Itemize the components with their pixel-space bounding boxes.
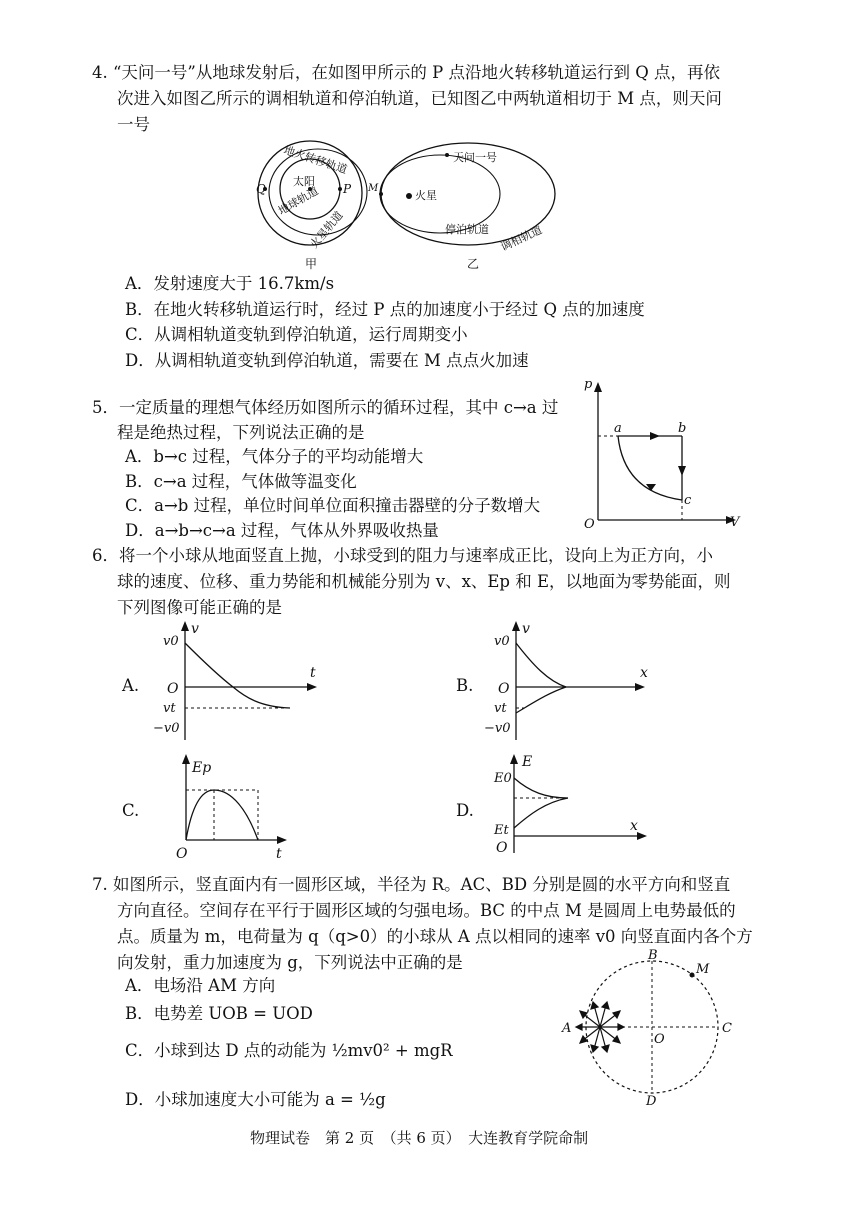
q5-option-d: D．a→b→c→a 过程，气体从外界吸收热量	[125, 521, 439, 540]
page-footer: 物理试卷 第 2 页 （共 6 页） 大连教育学院命制	[250, 1129, 589, 1147]
q6-c-origin: O	[176, 846, 188, 862]
q6-a-tick-v0: v0	[163, 634, 179, 649]
jia-label-earth-orbit: 地球轨道	[276, 184, 321, 218]
yi-caption: 乙	[467, 257, 480, 271]
q6-stem-line1: 6．将一个小球从地面竖直上抛，小球受到的阻力与速率成正比，设向上为正方向，小	[92, 546, 713, 565]
q7-stem-line4: 向发射，重力加速度为 g，下列说法中正确的是	[117, 953, 463, 972]
q6-b-xlabel: x	[640, 665, 648, 681]
q7-label-c: C	[722, 1021, 732, 1036]
yi-label-parking: 停泊轨道	[445, 223, 489, 236]
q7-label-m: M	[696, 962, 710, 977]
q6-b-tick-v0: v0	[494, 634, 510, 649]
q7-circle-figure	[560, 948, 740, 1109]
q7-label-b: B	[648, 948, 658, 963]
q6-c-ylabel: Ep	[192, 760, 212, 776]
q7-stem-line3: 点。质量为 m，电荷量为 q（q>0）的小球从 A 点以相同的速率 v0 向竖直面内各个方	[117, 927, 753, 946]
q6-stem-line3: 下列图像可能正确的是	[117, 598, 282, 617]
jia-label-p: P	[343, 182, 352, 196]
q4-stem-line1: 4. “天问一号”从地球发射后，在如图甲所示的 P 点沿地火转移轨道运行到 Q 点，再依	[92, 63, 720, 82]
q4-figure-jia	[253, 137, 393, 272]
yi-label-mars: 火星	[415, 189, 437, 202]
q5-stem-line1: 5．一定质量的理想气体经历如图所示的循环过程，其中 c→a 过	[92, 398, 559, 417]
q4-option-c: C．从调相轨道变轨到停泊轨道，运行周期变小	[125, 325, 468, 344]
q5-pv-graph	[580, 377, 750, 532]
q6-graph-a-letter: A.	[122, 676, 140, 695]
q4-stem-line2: 次进入如图乙所示的调相轨道和停泊轨道，已知图乙中两轨道相切于 M 点，则天问	[117, 89, 722, 108]
q6-graph-a	[145, 615, 325, 745]
q6-b-tick-vt: vt	[494, 701, 507, 716]
q6-graph-c-letter: C.	[122, 801, 140, 820]
jia-label-sun: 太阳	[293, 175, 315, 188]
q6-c-xlabel: t	[276, 846, 282, 862]
q5-point-a: a	[614, 421, 622, 436]
q6-d-ylabel: E	[522, 754, 533, 770]
q7-option-d: D．小球加速度大小可能为 a = ½g	[125, 1090, 386, 1109]
jia-label-mars-orbit: 火星轨道	[307, 208, 346, 251]
q7-label-d: D	[646, 1094, 657, 1109]
q7-label-a: A	[562, 1021, 572, 1036]
q5-option-c: C．a→b 过程，单位时间单位面积撞击器壁的分子数增大	[125, 496, 541, 515]
yi-label-phasing: 调相轨道	[498, 223, 545, 254]
q6-a-origin: O	[167, 681, 179, 697]
q6-stem-line2: 球的速度、位移、重力势能和机械能分别为 v、x、Ep 和 E，以地面为零势能面，则	[117, 572, 731, 591]
q5-point-c: c	[684, 493, 692, 508]
q6-graph-d-letter: D.	[456, 801, 474, 820]
q6-b-tick-neg-v0: −v0	[484, 721, 511, 736]
q6-a-tick-neg-v0: −v0	[153, 721, 180, 736]
q7-stem-line1: 7. 如图所示，竖直面内有一圆形区域，半径为 R。AC、BD 分别是圆的水平方向和竖直	[92, 875, 731, 894]
jia-caption: 甲	[305, 257, 318, 271]
q4-option-d: D．从调相轨道变轨到停泊轨道，需要在 M 点点火加速	[125, 351, 529, 370]
q6-d-tick-et: Et	[494, 823, 509, 838]
q7-stem-line2: 方向直径。空间存在平行于圆形区域的匀强电场。BC 的中点 M 是圆周上电势最低的	[117, 901, 736, 920]
yi-label-m: M	[368, 183, 379, 194]
q6-b-ylabel: v	[522, 621, 530, 637]
q5-origin: O	[584, 517, 595, 532]
yi-label-tianwen: 天问一号	[453, 151, 497, 164]
q6-graph-b	[478, 615, 658, 745]
q4-option-a: A．发射速度大于 16.7km/s	[125, 274, 335, 293]
q6-b-origin: O	[498, 681, 510, 697]
q6-a-ylabel: v	[191, 621, 199, 637]
q5-xlabel: V	[730, 515, 740, 530]
q6-a-tick-vt: vt	[163, 701, 176, 716]
q5-option-b: B．c→a 过程，气体做等温变化	[125, 472, 357, 491]
q4-option-b: B．在地火转移轨道运行时，经过 P 点的加速度小于经过 Q 点的加速度	[125, 300, 645, 319]
q7-label-o: O	[654, 1032, 665, 1047]
q4-figure-yi	[368, 137, 573, 272]
q6-graph-b-letter: B.	[456, 676, 474, 695]
q6-a-xlabel: t	[310, 665, 316, 681]
jia-label-transfer: 地火转移轨道	[282, 143, 349, 177]
q4-stem-line3: 一号	[117, 115, 150, 134]
q5-point-b: b	[678, 421, 687, 436]
q7-option-b: B．电势差 UOB = UOD	[125, 1004, 313, 1023]
q7-option-a: A．电场沿 AM 方向	[125, 976, 276, 995]
q6-graph-c	[172, 750, 302, 865]
q5-ylabel: p	[584, 377, 593, 392]
q5-stem-line2: 程是绝热过程，下列说法正确的是	[117, 423, 365, 442]
jia-label-q: Q	[256, 182, 266, 196]
q7-option-c: C．小球到达 D 点的动能为 ½mv0² + mgR	[125, 1041, 453, 1060]
q5-option-a: A．b→c 过程，气体分子的平均动能增大	[125, 447, 424, 466]
q6-d-origin: O	[496, 840, 508, 856]
q6-graph-d	[490, 748, 650, 863]
q6-d-xlabel: x	[630, 818, 638, 834]
q6-d-tick-e0: E0	[494, 771, 512, 786]
